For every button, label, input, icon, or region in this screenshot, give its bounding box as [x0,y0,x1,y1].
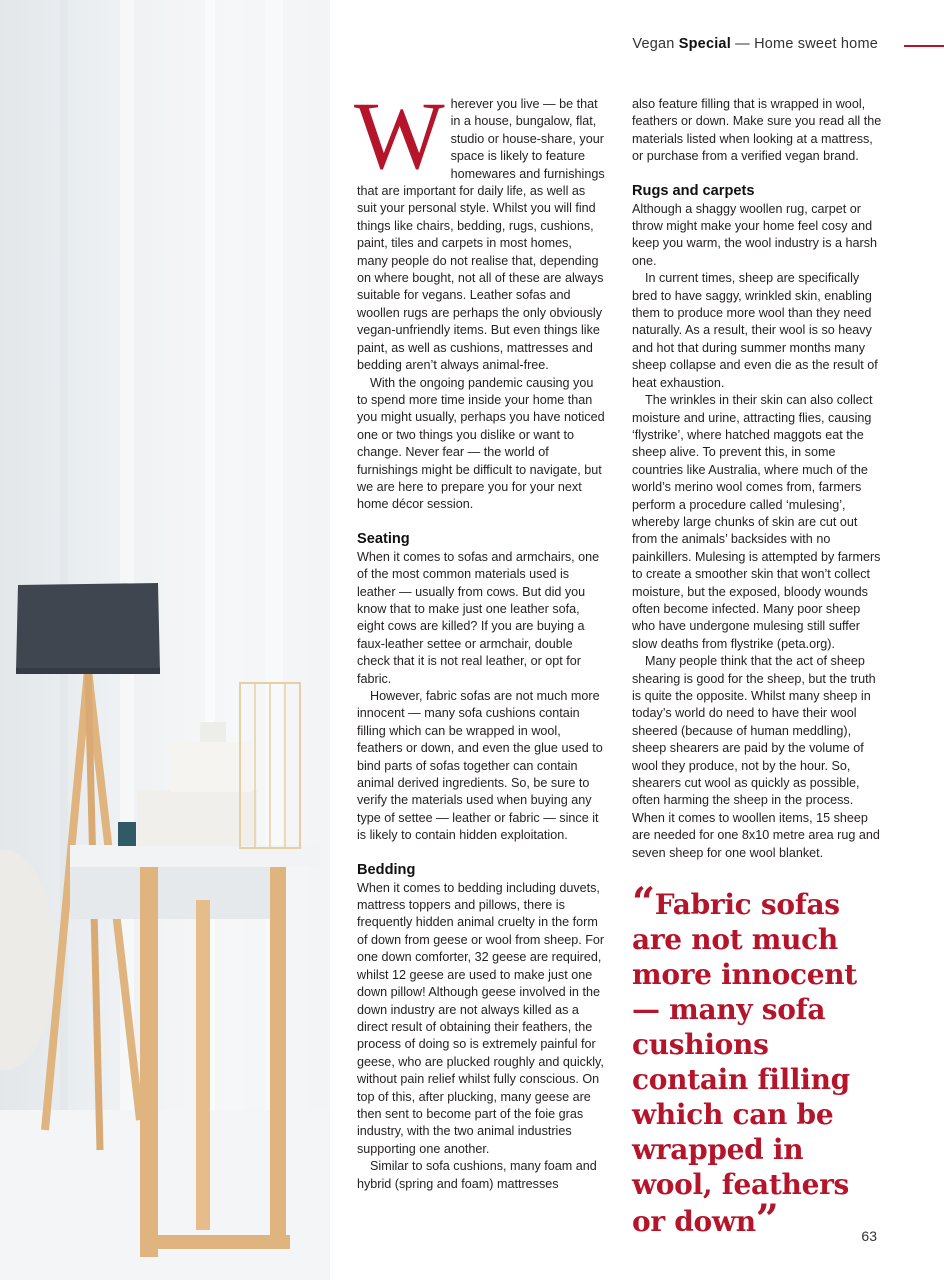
bedding-heading: Bedding [357,861,416,878]
close-quote-mark: ” [755,1196,779,1243]
lamp-side-table-photo-icon [0,0,330,1280]
rugs-paragraph-2: In current times, sheep are specifically bred to have saggy, wrinkled skin, enabling them to produce more wool than they need naturally. As a result, their wool is so heavy and hot that during summer months many sheep collapse and even die as the result of heat exhaustion. [632,271,878,390]
bedding-paragraph-2-continued: also feature filling that is wrapped in wool, feathers or down. Make sure you read all the materials listed when looking at a mattress, or purchase from a verified vegan brand. [632,97,882,164]
intro-paragraph-2: With the ongoing pandemic causing you to spend more time inside your home than you might usually, perhaps you have noticed one or two things you dislike or want to change. Never fear — the world of furnishings might be difficult to navigate, but we are here to prepare you for your next home décor session. [357,375,605,512]
rugs-paragraph-1: Although a shaggy woollen rug, carpet or throw might make your home feel cosy and keep you warm, the wool industry is a harsh one. [632,201,877,268]
header-accent-rule [904,45,944,47]
running-head-section: Vegan [632,36,675,52]
seating-paragraph-2: However, fabric sofas are not much more innocent — many sofa cushions contain filling which can be wrapped in wool, feathers or down, and even the glue used to bind parts of sofas together can contain animal derived ingredients. So, be sure to verify the materials used when buying any type of settee — leather or fabric — since it is likely to contain hidden exploitation. [357,689,603,843]
running-head [632,36,878,52]
intro-text: herever you live — be that in a house, bungalow, flat, studio or house-share, your space is likely to feature homewares and furnishings that are important for daily life, as well as suit your personal style. Whilst you will find things like chairs, bedding, rugs, cushions, paint, tiles and carpets in most homes, many people do not realise that, depending on where bought, not all of these are always suitable for vegans. Leather sofas and woollen rugs are perhaps the only obviously vegan-unfriendly items. But even things like paint, as well as cushions, mattresses and bedding aren’t always animal-free. [357,97,605,373]
rugs-paragraph-3: The wrinkles in their skin can also collect moisture and urine, attracting flies, causing ‘flystrike’, where hatched maggots eat the sheep alive. To prevent this, in some countries like Australia, where much of the world’s merino wool comes from, farmers perform a procedure called ‘mulesing’, whereby large chunks of skin are cut out from the animals’ backsides with no painkillers. Mulesing is attempted by farmers to create a smoother skin that won’t collect moisture, but the exposed, bloody wounds often become infected. Many poor sheep who have undergone mulesing still suffer slow deaths from flystrike (peta.org). [632,393,881,651]
page-number: 63 [861,1228,877,1244]
seating-heading: Seating [357,530,410,547]
article-column-2 [632,96,882,862]
drop-cap: W [354,82,445,189]
bedding-paragraph-2: Similar to sofa cushions, many foam and hybrid (spring and foam) mattresses [357,1159,597,1191]
pull-quote [632,879,882,1243]
running-head-emphasis: Special [678,36,731,52]
seating-paragraph-1: When it comes to sofas and armchairs, one of the most common materials used is leather — usually from cows. But did you know that to make just one leather sofa, eight cows are killed? If you are buying a faux-leather settee or armchair, double check that it is not real leather, or opt for fabric. [357,549,600,686]
running-head-title: — Home sweet home [735,36,878,52]
rugs-heading: Rugs and carpets [632,182,755,199]
article-column-1 [354,82,605,1193]
bedding-paragraph-1: When it comes to bedding including duvets, mattress toppers and pillows, there is frequently hidden animal cruelty in the form of down from geese or wool from sheep. For one down comforter, 32 geese are required, whilst 12 geese are used to make just one down pillow! Although geese involved in the down industry are not always killed as a direct result of obtaining their feathers, the process of doing so is extremely painful for geese, who are plucked roughly and quickly, without pain relief whilst fully conscious. On top of this, after plucking, many geese are then sent to become part of the foie gras industry, with the two animal industries supporting one another. [357,880,605,1156]
rugs-paragraph-4: Many people think that the act of sheep shearing is good for the sheep, but the truth is quite the opposite. Whilst many sheep in today’s world do need to have their wool sheered (because of human meddling), sheep shearers are paid by the volume of wool they produce, not by the hour. So, shearers cut wool as quickly as possible, often harming the sheep in the process. When it comes to woollen items, 15 sheep are needed for one 8x10 metre area rug and seven sheep for one wool blanket. [632,654,880,860]
lamp-side-table-photo [0,0,330,1280]
pull-quote-text: Fabric sofas are not much more innocent — many sofa cushions contain filling which can be wrapped in wool, feathers or down [632,888,857,1238]
intro-paragraph [354,82,605,375]
open-quote-mark: “ [632,879,655,926]
